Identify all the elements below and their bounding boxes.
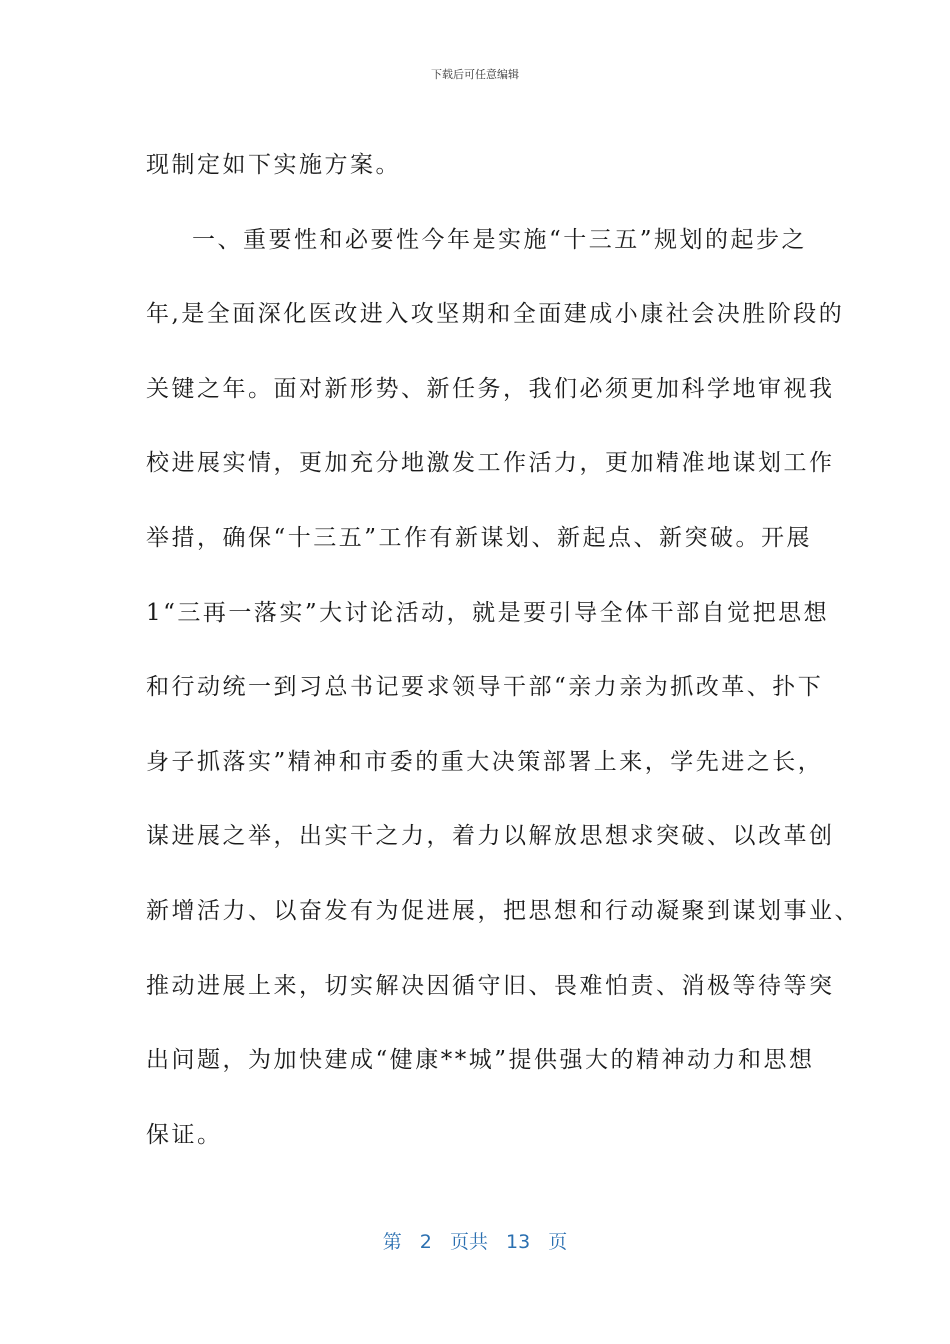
section-heading-line: 一、重要性和必要性今年是实施“十三五”规划的起步之 xyxy=(192,226,808,253)
text-line: 新增活力、以奋发有为促进展，把思想和行动凝聚到谋划事业、 xyxy=(146,897,860,924)
text-line: 保证。 xyxy=(146,1121,223,1148)
page-number-footer xyxy=(0,1227,950,1254)
text-line: 出问题，为加快建成“健康**城”提供强大的精神动力和思想 xyxy=(146,1047,815,1074)
text-line: 推动进展上来，切实解决因循守旧、畏难怕责、消极等待等突 xyxy=(146,972,835,999)
footer-middle: 页共 xyxy=(449,1231,488,1253)
total-pages-number: 13 xyxy=(506,1231,531,1253)
text-line: 谋进展之举，出实干之力，着力以解放思想求突破、以改革创 xyxy=(146,823,835,850)
text-line: 举措，确保“十三五”工作有新谋划、新起点、新突破。开展 xyxy=(146,524,813,551)
current-page-number: 2 xyxy=(419,1231,432,1253)
header-note: 下载后可任意编辑 xyxy=(431,68,519,81)
text-line: 身子抓落实”精神和市委的重大决策部署上来，学先进之长， xyxy=(146,748,824,775)
body-text xyxy=(146,128,860,1172)
text-line: 校进展实情，更加充分地激发工作活力，更加精准地谋划工作 xyxy=(146,450,835,477)
footer-prefix: 第 xyxy=(382,1231,402,1253)
text-line: 现制定如下实施方案。 xyxy=(146,152,401,178)
text-line: 关键之年。面对新形势、新任务，我们必须更加科学地审视我 xyxy=(146,375,835,402)
footer-suffix: 页 xyxy=(548,1231,568,1253)
text-line: 1“三再一落实”大讨论活动，就是要引导全体干部自觉把思想 xyxy=(146,599,830,626)
text-line: 年,是全面深化医改进入攻坚期和全面建成小康社会决胜阶段的 xyxy=(146,301,845,328)
text-line: 和行动统一到习总书记要求领导干部“亲力亲为抓改革、扑下 xyxy=(146,674,824,701)
